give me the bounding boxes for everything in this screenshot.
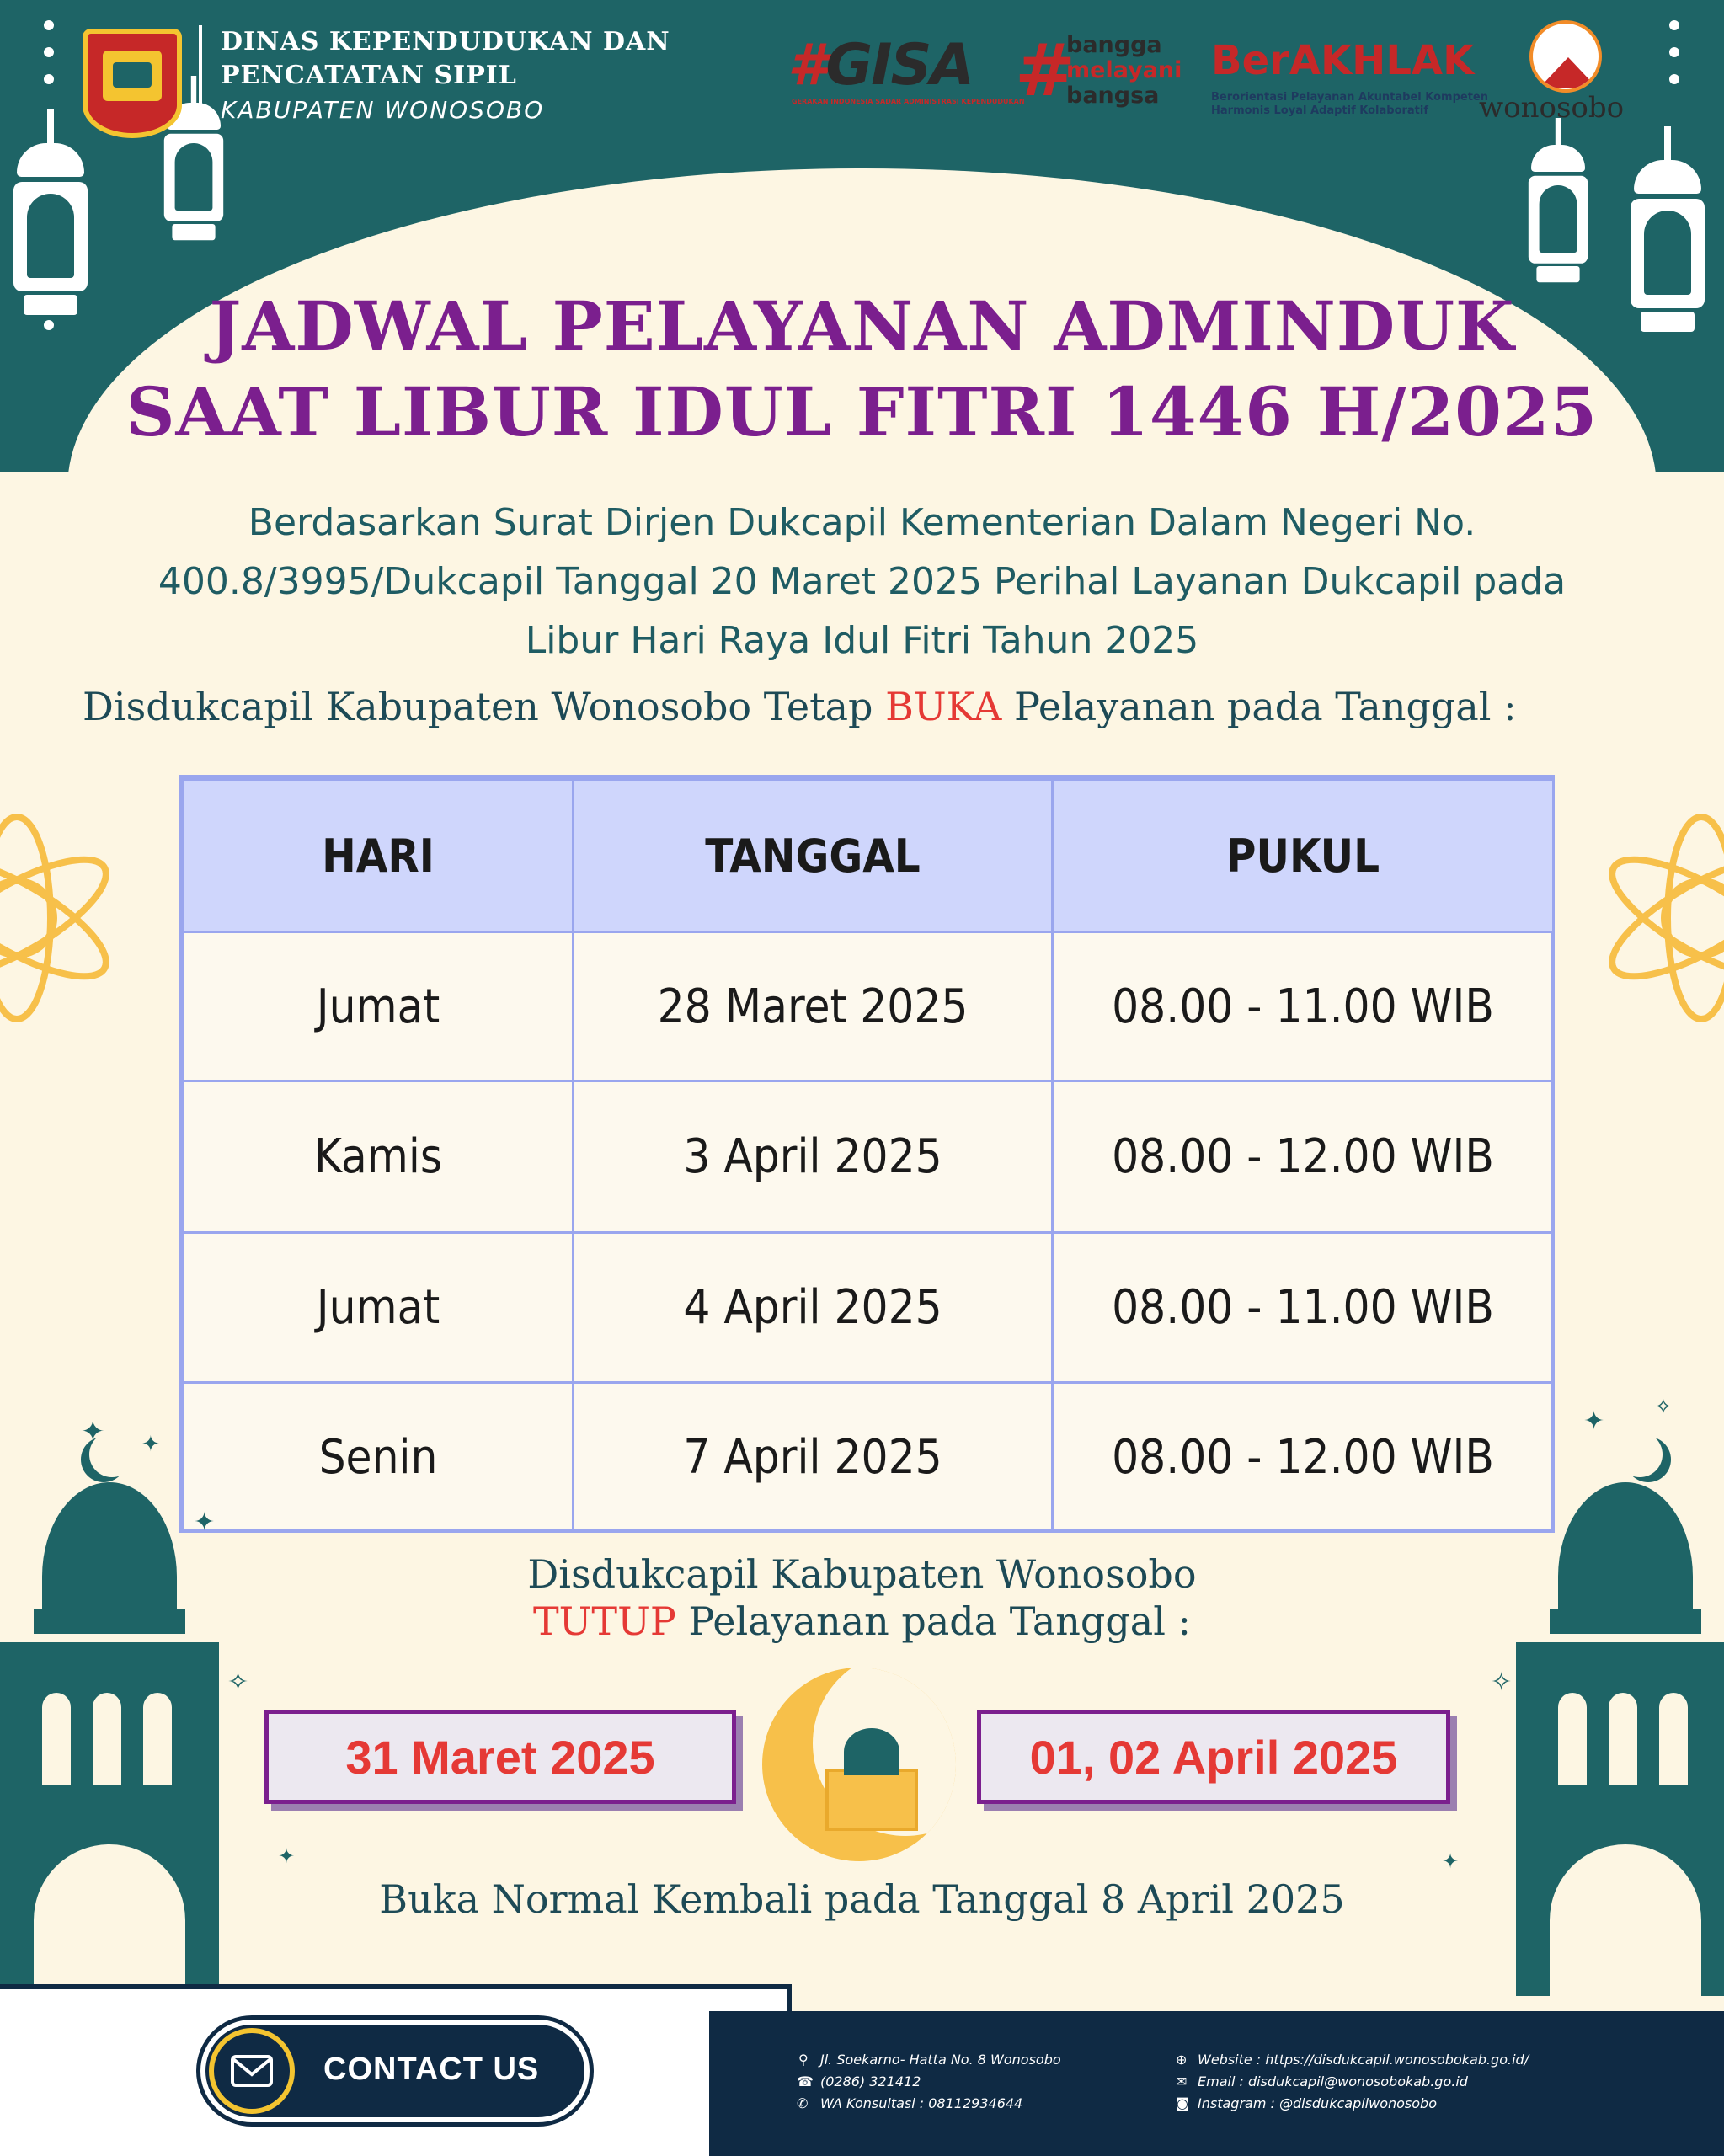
intro-line-3: Libur Hari Raya Idul Fitri Tahun 2025: [525, 619, 1199, 662]
bangga-melayani-word-1: bangga: [1066, 32, 1162, 58]
decor-dot: [44, 20, 54, 30]
table-header-pukul: PUKUL: [1051, 778, 1555, 933]
table-cell-hari: Jumat: [182, 931, 574, 1082]
footer-phone: (0286) 321412: [820, 2073, 921, 2089]
crescent-moon-icon: [1617, 1432, 1663, 1477]
tower-window: [93, 1693, 121, 1785]
sparkle-icon: ✦: [141, 1432, 160, 1457]
small-mosque-icon: [825, 1769, 918, 1831]
table-cell-tanggal: 4 April 2025: [572, 1231, 1054, 1384]
footer-address: Jl. Soekarno- Hatta No. 8 Wonosobo: [820, 2052, 1061, 2068]
footer-email[interactable]: Email : disdukcapil@wonosobokab.go.id: [1198, 2073, 1468, 2089]
sparkle-icon: ✦: [81, 1415, 105, 1449]
sparkle-icon: ✦: [1442, 1849, 1460, 1873]
title-line-1: JADWAL PELAYANAN ADMINDUK: [209, 286, 1515, 366]
open-highlight: BUKA: [885, 684, 1002, 729]
government-emblem-logo: [83, 29, 182, 138]
whatsapp-icon: ✆: [797, 2095, 809, 2111]
wonosobo-logo-text: wonosobo: [1479, 91, 1625, 125]
closed-highlight: TUTUP: [532, 1598, 676, 1644]
bangga-melayani-word-2: melayani: [1066, 57, 1182, 83]
footer-whatsapp: WA Konsultasi : 08112934644: [820, 2095, 1023, 2111]
right-tower-dome: [1558, 1482, 1693, 1617]
agency-name-line-2: PENCATATAN SIPIL: [221, 61, 517, 90]
table-cell-hari: Senin: [182, 1381, 574, 1533]
tower-window: [1659, 1693, 1688, 1785]
tower-window: [42, 1693, 71, 1785]
tower-window: [1558, 1693, 1587, 1785]
table-cell-tanggal: 28 Maret 2025: [572, 931, 1054, 1082]
decor-dot: [44, 47, 54, 57]
phone-icon: ☎: [797, 2073, 814, 2089]
table-cell-tanggal: 3 April 2025: [572, 1080, 1054, 1234]
sparkle-icon: ✦: [194, 1508, 216, 1537]
sparkle-icon: ✧: [1491, 1668, 1513, 1697]
decor-dot: [44, 74, 54, 84]
agency-name-line-1: DINAS KEPENDUDUKAN DAN: [221, 27, 670, 56]
closed-notice-line-1: Disdukcapil Kabupaten Wonosobo: [527, 1551, 1197, 1597]
table-cell-pukul: 08.00 - 11.00 WIB: [1051, 931, 1555, 1082]
gisa-logo: #GISA: [787, 32, 974, 99]
sparkle-icon: ✧: [1654, 1395, 1673, 1420]
contact-us-label: CONTACT US: [323, 2052, 540, 2087]
reopen-notice: Buka Normal Kembali pada Tanggal 8 April 2025: [379, 1876, 1345, 1922]
envelope-icon: [209, 2028, 295, 2114]
globe-icon: ⊕: [1176, 2052, 1188, 2068]
closed-date-2: 01, 02 April 2025: [977, 1710, 1450, 1804]
tower-window: [1609, 1693, 1637, 1785]
email-icon: ✉: [1176, 2073, 1188, 2089]
flower-ornament-icon: [1583, 775, 1724, 1061]
sparkle-icon: ✦: [278, 1844, 296, 1868]
table-cell-hari: Kamis: [182, 1080, 574, 1234]
footer-website[interactable]: Website : https://disdukcapil.wonosobokab.go.id/: [1198, 2052, 1529, 2068]
instagram-icon: ◙: [1176, 2095, 1189, 2111]
table-header-tanggal: TANGGAL: [572, 778, 1054, 933]
decor-dot: [1669, 74, 1679, 84]
lantern-icon: [1524, 118, 1592, 293]
table-cell-pukul: 08.00 - 12.00 WIB: [1051, 1080, 1555, 1234]
table-cell-pukul: 08.00 - 12.00 WIB: [1051, 1381, 1555, 1533]
gisa-logo-tagline: GERAKAN INDONESIA SADAR ADMINISTRASI KEPENDUDUKAN: [792, 98, 1025, 105]
intro-line-1: Berdasarkan Surat Dirjen Dukcapil Kementerian Dalam Negeri No.: [248, 501, 1476, 544]
decor-dot: [1669, 20, 1679, 30]
bangga-melayani-word-3: bangsa: [1066, 83, 1160, 109]
closed-notice-line-2: TUTUP Pelayanan pada Tanggal :: [532, 1598, 1192, 1644]
wonosobo-logo-icon: [1529, 20, 1602, 93]
location-pin-icon: ⚲: [798, 2052, 809, 2068]
left-tower-dome: [42, 1482, 177, 1617]
schedule-table: [179, 775, 1555, 1533]
open-notice: Disdukcapil Kabupaten Wonosobo Tetap BUKA Pelayanan pada Tanggal :: [83, 684, 1517, 729]
small-mosque-dome-icon: [844, 1728, 899, 1775]
table-header-hari: HARI: [182, 778, 574, 933]
flower-ornament-icon: [0, 775, 135, 1061]
sparkle-icon: ✦: [1583, 1406, 1605, 1436]
footer-instagram[interactable]: Instagram : @disdukcapilwonosobo: [1198, 2095, 1437, 2111]
table-cell-hari: Jumat: [182, 1231, 574, 1384]
table-cell-tanggal: 7 April 2025: [572, 1381, 1054, 1533]
header-divider: [199, 25, 202, 126]
tower-window: [143, 1693, 172, 1785]
title-line-2: SAAT LIBUR IDUL FITRI 1446 H/2025: [125, 372, 1599, 451]
intro-line-2: 400.8/3995/Dukcapil Tanggal 20 Maret 2025 Perihal Layanan Dukcapil pada: [157, 560, 1567, 603]
table-cell-pukul: 08.00 - 11.00 WIB: [1051, 1231, 1555, 1384]
berakhlak-logo: BerAKHLAK: [1211, 37, 1475, 84]
decor-dot: [1669, 47, 1679, 57]
sparkle-icon: ✧: [227, 1668, 249, 1697]
bangga-melayani-hash: #: [1015, 29, 1076, 113]
berakhlak-tagline: Berorientasi Pelayanan Akuntabel Kompeten Harmonis Loyal Adaptif Kolaboratif: [1211, 91, 1488, 117]
closed-date-1: 31 Maret 2025: [264, 1710, 736, 1804]
agency-name-line-3: KABUPATEN WONOSOBO: [221, 96, 545, 124]
